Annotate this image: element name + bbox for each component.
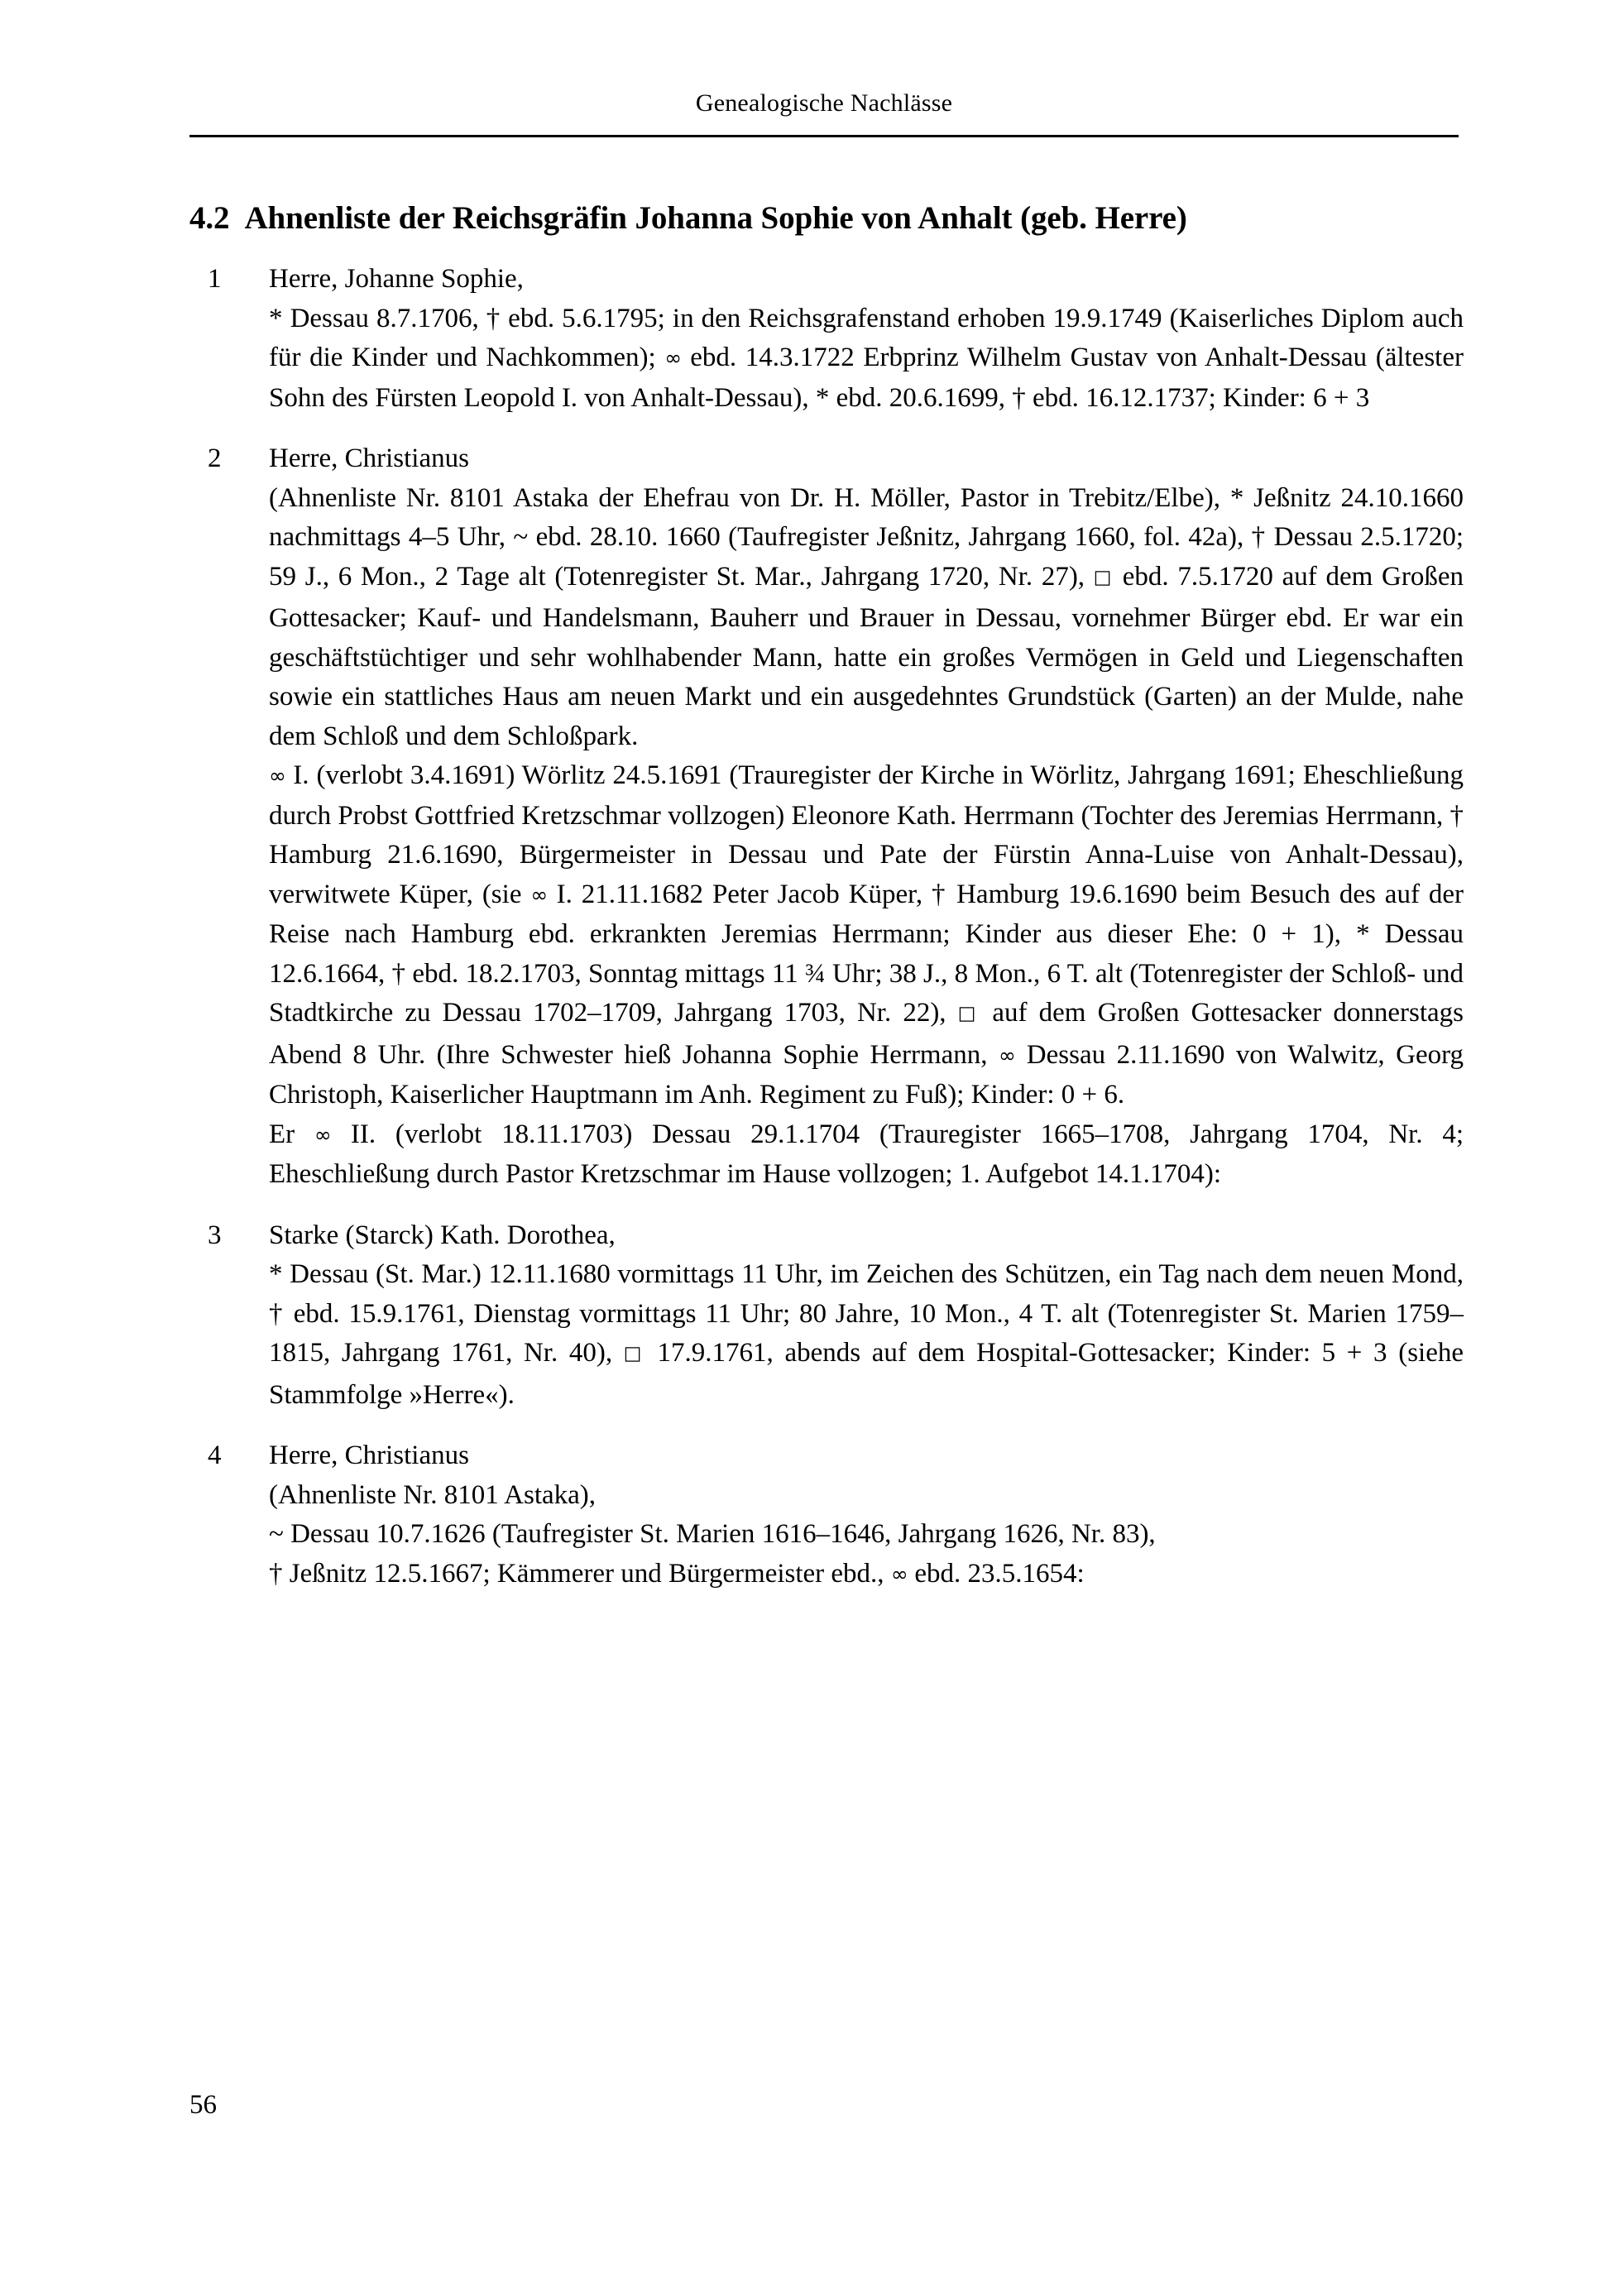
entry-paragraph: (Ahnenliste Nr. 8101 Astaka), <box>269 1479 597 1510</box>
section-heading <box>189 199 1464 238</box>
entry-paragraph: * Dessau (St. Mar.) 12.11.1680 vormittags 11 Uhr, im Zeichen des Schützen, ein Tag nach dem neuen Mond, † ebd. 15.9.1761, Dienstag vormittags 11 Uhr; 80 Jahre, 10 Mon., 4 T. alt (Totenregister St. Marien 1759–1815, Jahrgang 1761, Nr. 40), □ 17.9.1761, abends auf dem Hospital-Gottesacker; Kinder: 5 + 3 (siehe Stammfolge »Herre«). <box>269 1259 1464 1410</box>
running-header: Genealogische Nachlässe <box>695 89 953 117</box>
entry-name-line: Starke (Starck) Kath. Dorothea, <box>269 1220 616 1250</box>
entry-paragraph: Er ∞ II. (verlobt 18.11.1703) Dessau 29.1.1704 (Trauregister 1665–1708, Jahrgang 1704, Nr. 4; Eheschließung durch Pastor Kretzschmar im Hause vollzogen; 1. Aufgebot 14.1.1704): <box>269 1119 1464 1189</box>
entry-paragraph: † Jeßnitz 12.5.1667; Kämmerer und Bürgermeister ebd., ∞ ebd. 23.5.1654: <box>269 1558 1085 1589</box>
section-title: Ahnenliste der Reichsgräfin Johanna Sophie von Anhalt (geb. Herre) <box>244 200 1187 237</box>
entry-name-line: Herre, Christianus <box>269 443 469 473</box>
section-number: 4.2 <box>189 200 230 237</box>
entry-number: 1 <box>208 264 222 294</box>
entry-paragraph: (Ahnenliste Nr. 8101 Astaka der Ehefrau von Dr. H. Möller, Pastor in Trebitz/Elbe), * Jeßnitz 24.10.1660 nachmittags 4–5 Uhr, ~ ebd. 28.10. 1660 (Taufregister Jeßnitz, Jahrgang 1660, fol. 42a), † Dessau 2.5.1720; 59 J., 6 Mon., 2 Tage alt (Totenregister St. Mar., Jahrgang 1720, Nr. 27), □ ebd. 7.5.1720 auf dem Großen Gottesacker; Kauf- und Handelsmann, Bauherr und Brauer in Dessau, vornehmer Bürger ebd. Er war ein geschäftstüchtiger und sehr wohlhabender Mann, hatte ein großes Vermögen in Geld und Liegenschaften sowie ein stattliches Haus am neuen Markt und ein ausgedehntes Grundstück (Garten) an der Mulde, nahe dem Schloß und dem Schloßpark. <box>269 482 1464 751</box>
entry-name-line: Herre, Johanne Sophie, <box>269 264 524 294</box>
fraction-three-quarters: ¾ <box>804 958 826 989</box>
marriage-symbol: ∞ <box>890 1561 908 1586</box>
ancestor-entry-list <box>189 260 1464 1616</box>
entry-body <box>269 439 1464 1195</box>
entry-paragraph: * Dessau 8.7.1706, † ebd. 5.6.1795; in den Reichsgrafenstand erhoben 19.9.1749 (Kaiserliches Diplom auch für die Kinder und Nachkommen); ∞ ebd. 14.3.1722 Erbprinz Wilhelm Gustav von Anhalt-Dessau (ältester Sohn des Fürsten Leopold I. von Anhalt-Dessau), * ebd. 20.6.1699, † ebd. 16.12.1737; Kinder: 6 + 3 <box>269 303 1464 413</box>
entry-paragraph: ∞ I. (verlobt 3.4.1691) Wörlitz 24.5.1691 (Trauregister der Kirche in Wörlitz, Jahrgang 1691; Eheschließung durch Probst Gottfried Kretzschmar vollzogen) Eleonore Kath. Herrmann (Tochter des Jeremias Herrmann, † Hamburg 21.6.1690, Bürgermeister in Dessau und Pate der Fürstin Anna-Luise von Anhalt-Dessau), verwitwete Küper, (sie ∞ I. 21.11.1682 Peter Jacob Küper, † Hamburg 19.6.1690 beim Besuch des auf der Reise nach Hamburg ebd. erkrankten Jeremias Herrmann; Kinder aus dieser Ehe: 0 + 1), * Dessau 12.6.1664, † ebd. 18.2.1703, Sonntag mittags 11 ¾ Uhr; 38 J., 8 Mon., 6 T. alt (Totenregister der Schloß- und Stadtkirche zu Dessau 1702–1709, Jahrgang 1703, Nr. 22), □ auf dem Großen Gottesacker donnerstags Abend 8 Uhr. (Ihre Schwester hieß Johanna Sophie Herrmann, ∞ Dessau 2.11.1690 von Walwitz, Georg Christoph, Kaiserlicher Hauptmann im Anh. Regiment zu Fuß); Kinder: 0 + 6. <box>269 760 1464 1110</box>
entry-body <box>269 1216 1464 1416</box>
entry-body <box>269 260 1464 418</box>
marriage-symbol: ∞ <box>530 882 548 907</box>
entry-body <box>269 1436 1464 1594</box>
header-rule <box>189 135 1459 137</box>
ancestor-entry <box>189 260 1464 418</box>
marriage-symbol: ∞ <box>664 346 682 370</box>
burial-symbol: □ <box>957 1003 981 1024</box>
ancestor-entry <box>189 1216 1464 1416</box>
entry-paragraph: ~ Dessau 10.7.1626 (Taufregister St. Marien 1616–1646, Jahrgang 1626, Nr. 83), <box>269 1519 1156 1549</box>
ancestor-entry <box>189 1436 1464 1594</box>
entry-name-line: Herre, Christianus <box>269 1440 469 1470</box>
page-number: 56 <box>189 2090 217 2120</box>
entry-number: 3 <box>208 1220 222 1250</box>
ancestor-entry <box>189 439 1464 1195</box>
burial-symbol: □ <box>1093 566 1114 588</box>
entry-number: 4 <box>208 1440 222 1470</box>
marriage-symbol: ∞ <box>269 764 286 788</box>
marriage-symbol: ∞ <box>998 1043 1016 1067</box>
burial-symbol: □ <box>623 1343 646 1364</box>
marriage-symbol: ∞ <box>314 1122 332 1147</box>
entry-number: 2 <box>208 443 222 473</box>
